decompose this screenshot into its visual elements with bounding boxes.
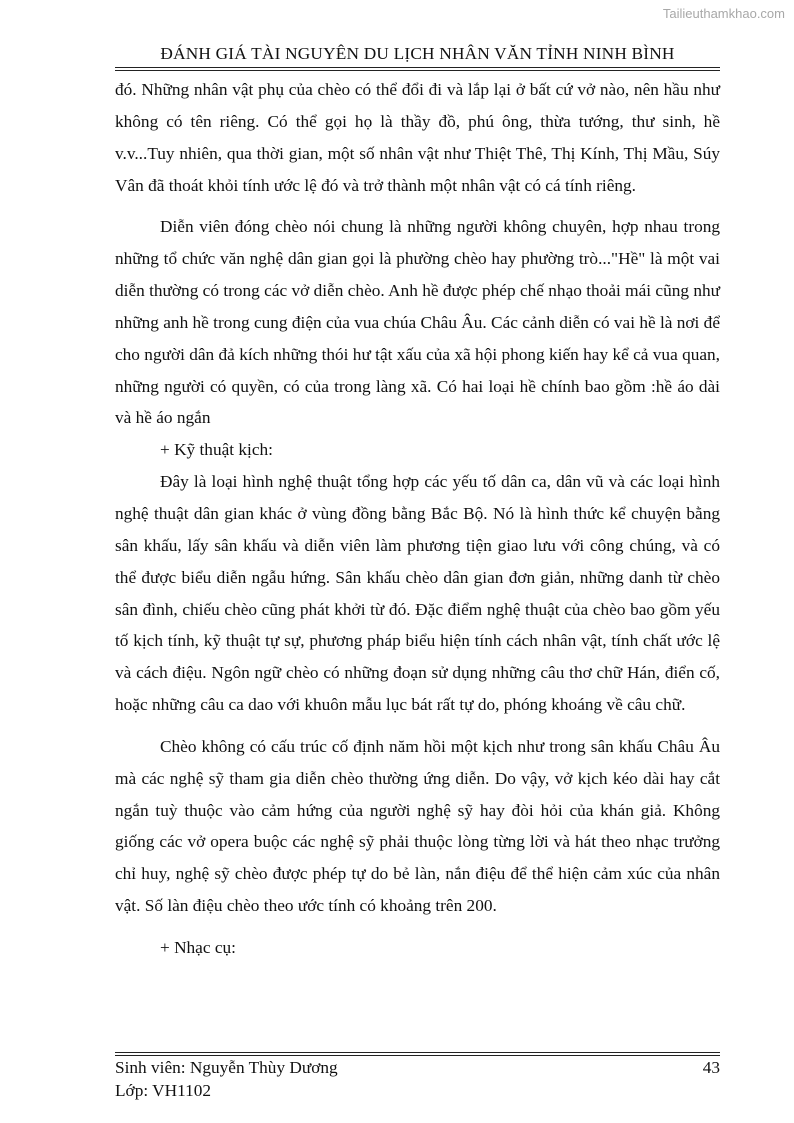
page-footer	[115, 1056, 720, 1102]
header-rule	[115, 67, 720, 68]
paragraph-drama-technique: Đây là loại hình nghệ thuật tổng hợp các yếu tố dân ca, dân vũ và các loại hình nghệ thuật dân gian khác ở vùng đồng bằng Bắc Bộ. Nó là hình thức kể chuyện bằng sân khấu, lấy sân khấu và diễn viên làm phương tiện giao lưu với công chúng, và có thể được biểu diễn ngẫu hứng. Sân khấu chèo dân gian đơn giản, những danh từ chèo sân đình, chiếu chèo cũng phát khởi từ đó. Đặc điểm nghệ thuật của chèo bao gồm yếu tố kịch tính, kỹ thuật tự sự, phương pháp biểu hiện tính cách nhân vật, tính chất ước lệ và cách điệu. Ngôn ngữ chèo có những đoạn sử dụng những câu thơ chữ Hán, điển cố, hoặc những câu ca dao với khuôn mẫu lục bát rất tự do, phóng khoáng về câu chữ.	[115, 472, 720, 715]
header-rule-second	[115, 70, 720, 71]
document-body	[115, 74, 720, 964]
watermark: Tailieuthamkhao.com	[662, 6, 785, 21]
page-header-title: ĐÁNH GIÁ TÀI NGUYÊN DU LỊCH NHÂN VĂN TỈNH NINH BÌNH	[160, 44, 675, 63]
footer-class: Lớp: VH1102	[115, 1081, 212, 1100]
paragraph-continuation: đó. Những nhân vật phụ của chèo có thể đổi đi và lắp lại ở bất cứ vở nào, nên hầu như không có tên riêng. Có thể gọi họ là thầy đồ, phú ông, thừa tướng, thư sinh, hề v.v...Tuy nhiên, qua thời gian, một số nhân vật như Thiệt Thê, Thị Kính, Thị Mầu, Súy Vân đã thoát khỏi tính ước lệ đó và trở thành một nhân vật có cá tính riêng.	[115, 80, 720, 195]
list-item-drama-technique: + Kỹ thuật kịch:	[160, 440, 273, 460]
footer-student-name: Sinh viên: Nguyễn Thùy Dương	[115, 1058, 338, 1077]
paragraph-actors: Diễn viên đóng chèo nói chung là những người không chuyên, hợp nhau trong những tổ chức văn nghệ dân gian gọi là phường chèo hay phường trò..."Hề" là một vai diễn thường có trong các vở diễn chèo. Anh hề được phép chế nhạo thoải mái cũng như những anh hề trong cung điện của vua chúa Châu Âu. Các cảnh diễn có vai hề là nơi để cho người dân đả kích những thói hư tật xấu của xã hội phong kiến hay kể cả vua quan, những người có quyền, có của trong làng xã. Có hai loại hề chính bao gồm :hề áo dài và hề áo ngắn	[115, 217, 720, 428]
page-number: 43	[702, 1058, 720, 1077]
footer-rule	[115, 1052, 720, 1053]
paragraph-structure: Chèo không có cấu trúc cố định năm hồi một kịch như trong sân khấu Châu Âu mà các nghệ sỹ tham gia diễn chèo thường ứng diễn. Do vậy, vở kịch kéo dài hay cắt ngắn tuỳ thuộc vào cảm hứng của người nghệ sỹ hay đòi hỏi của khán giả. Không giống các vở opera buộc các nghệ sỹ phải thuộc lòng từng lời và hát theo nhạc trưởng chỉ huy, nghệ sỹ chèo được phép tự do bẻ làn, nắn điệu để thể hiện cảm xúc của nhân vật. Số làn điệu chèo theo ước tính có khoảng trên 200.	[115, 736, 720, 916]
list-item-instruments: + Nhạc cụ:	[160, 937, 236, 957]
